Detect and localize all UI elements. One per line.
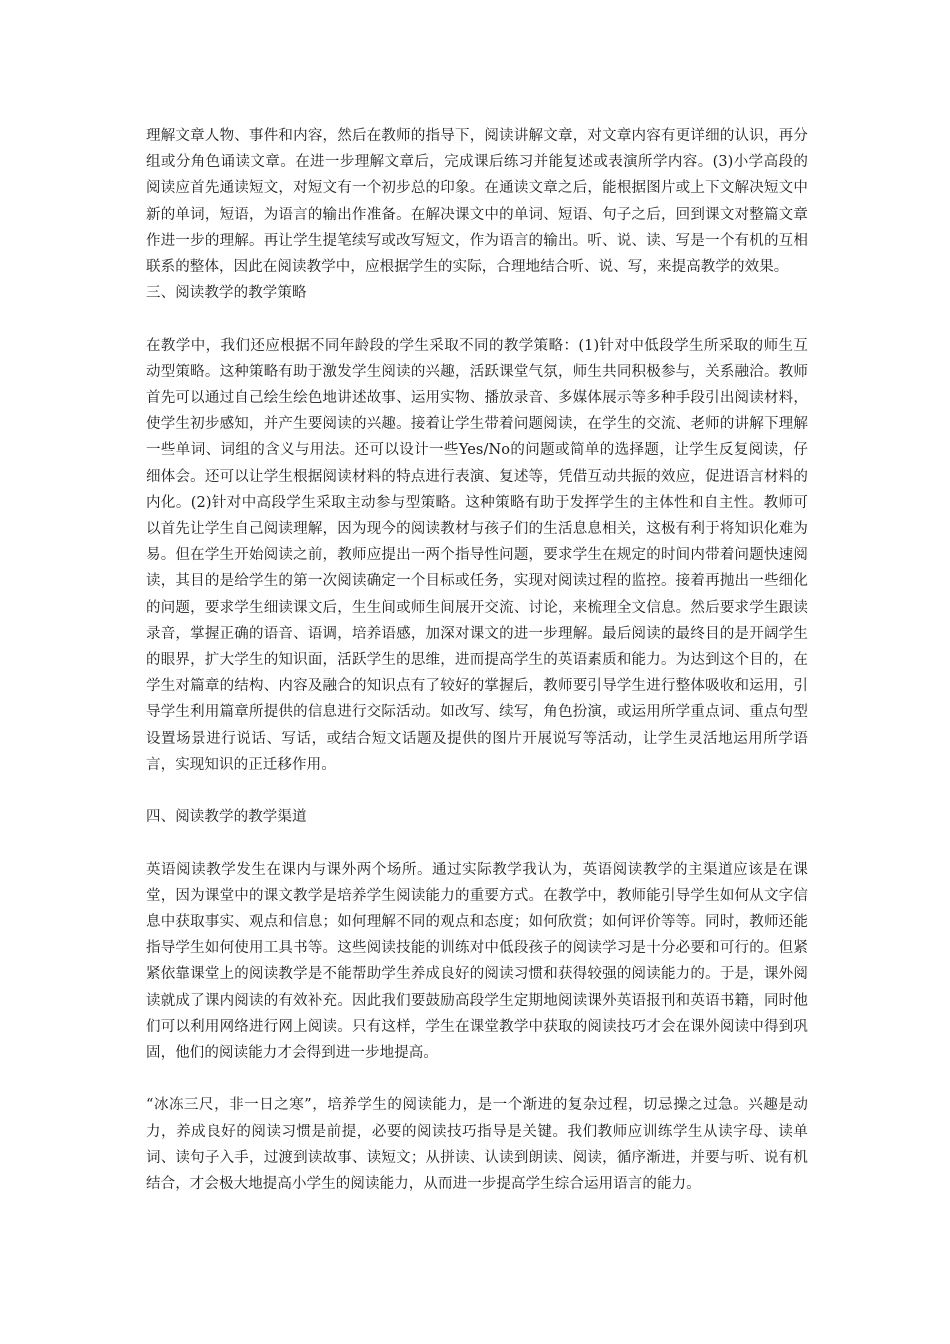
paragraph-spacer: [146, 1066, 808, 1092]
paragraph-reading-stages: 理解文章人物、事件和内容，然后在教师的指导下，阅读讲解文章，对文章内容有更详细的认识，再分组或分角色诵读文章。在进一步理解文章后，完成课后练习并能复述或表演所学内容。(3)小学高段的阅读应首先通读短文，对短文有一个初步总的印象。在通读文章之后，能根据图片或上下文解决短文中新的单词，短语，为语言的输出作准备。在解决课文中的单词、短语、句子之后，回到课文对整篇文章作进一步的理解。再让学生提笔续写或改写短文，作为语言的输出。听、说、读、写是一个有机的互相联系的整体，因此在阅读教学中，应根据学生的实际，合理地结合听、说、写，来提高教学的效果。: [146, 128, 808, 276]
section-heading-teaching-strategies: 三、阅读教学的教学策略: [146, 285, 307, 302]
paragraph-spacer: [146, 778, 808, 804]
document-body: [146, 123, 808, 1197]
paragraph-conclusion: “冰冻三尺，非一日之寒”，培养学生的阅读能力，是一个渐进的复杂过程，切忌操之过急。兴趣是动力，养成良好的阅读习惯是前提，必要的阅读技巧指导是关键。我们教师应训练学生从读字母、读单词、读句子入手，过渡到读故事、读短文；从拼读、认读到朗读、阅读，循序渐进，并要与听、说有机结合，才会极大地提高小学生的阅读能力，从而进一步提高学生综合运用语言的能力。: [146, 1097, 808, 1193]
section-heading-teaching-channels: 四、阅读教学的教学渠道: [146, 809, 307, 826]
paragraph-teaching-channels: 英语阅读教学发生在课内与课外两个场所。通过实际教学我认为，英语阅读教学的主渠道应该是在课堂，因为课堂中的课文教学是培养学生阅读能力的重要方式。在教学中，教师能引导学生如何从文字信息中获取事实、观点和信息；如何理解不同的观点和态度；如何欣赏；如何评价等等。同时，教师还能指导学生如何使用工具书等。这些阅读技能的训练对中低段孩子的阅读学习是十分必要和可行的。但紧紧依靠课堂上的阅读教学是不能帮助学生养成良好的阅读习惯和获得较强的阅读能力的。于是，课外阅读就成了课内阅读的有效补充。因此我们要鼓励高段学生定期地阅读课外英语报刊和英语书籍，同时他们可以利用网络进行网上阅读。只有这样，学生在课堂教学中获取的阅读技巧才会在课外阅读中得到巩固，他们的阅读能力才会得到进一步地提高。: [146, 861, 808, 1062]
paragraph-teaching-strategies: 在教学中，我们还应根据不同年龄段的学生采取不同的教学策略：(1)针对中低段学生所采取的师生互动型策略。这种策略有助于激发学生阅读的兴趣，活跃课堂气氛，师生共同积极参与，关系融洽。教师首先可以通过自己绘生绘色地讲述故事、运用实物、播放录音、多媒体展示等多种手段引出阅读材料，使学生初步感知，并产生要阅读的兴趣。接着让学生带着问题阅读，在学生的交流、老师的讲解下理解一些单词、词组的含义与用法。还可以设计一些Yes/No的问题或简单的选择题，让学生反复阅读，仔细体会。还可以让学生根据阅读材料的特点进行表演、复述等，凭借互动共振的效应，促进语言材料的内化。(2)针对中高段学生采取主动参与型策略。这种策略有助于发挥学生的主体性和自主性。教师可以首先让学生自己阅读理解，因为现今的阅读教材与孩子们的生活息息相关，这极有利于将知识化难为易。但在学生开始阅读之前，教师应提出一两个指导性问题，要求学生在规定的时间内带着问题快速阅读，其目的是给学生的第一次阅读确定一个目标或任务，实现对阅读过程的监控。接着再抛出一些细化的问题，要求学生细读课文后，生生间或师生间展开交流、讨论，来梳理全文信息。然后要求学生跟读录音，掌握正确的语音、语调，培养语感，加深对课文的进一步理解。最后阅读的最终目的是开阔学生的眼界，扩大学生的知识面，活跃学生的思维，进而提高学生的英语素质和能力。为达到这个目的，在学生对篇章的结构、内容及融合的知识点有了较好的掌握后，教师要引导学生进行整体吸收和运用，引导学生利用篇章所提供的信息进行交际活动。如改写、续写，角色扮演，或运用所学重点词、重点句型设置场景进行说话、写话，或结合短文话题及提供的图片开展说写等活动，让学生灵活地运用所学语言，实现知识的正迁移作用。: [146, 337, 808, 773]
paragraph-spacer: [146, 306, 808, 332]
paragraph-spacer: [146, 830, 808, 856]
